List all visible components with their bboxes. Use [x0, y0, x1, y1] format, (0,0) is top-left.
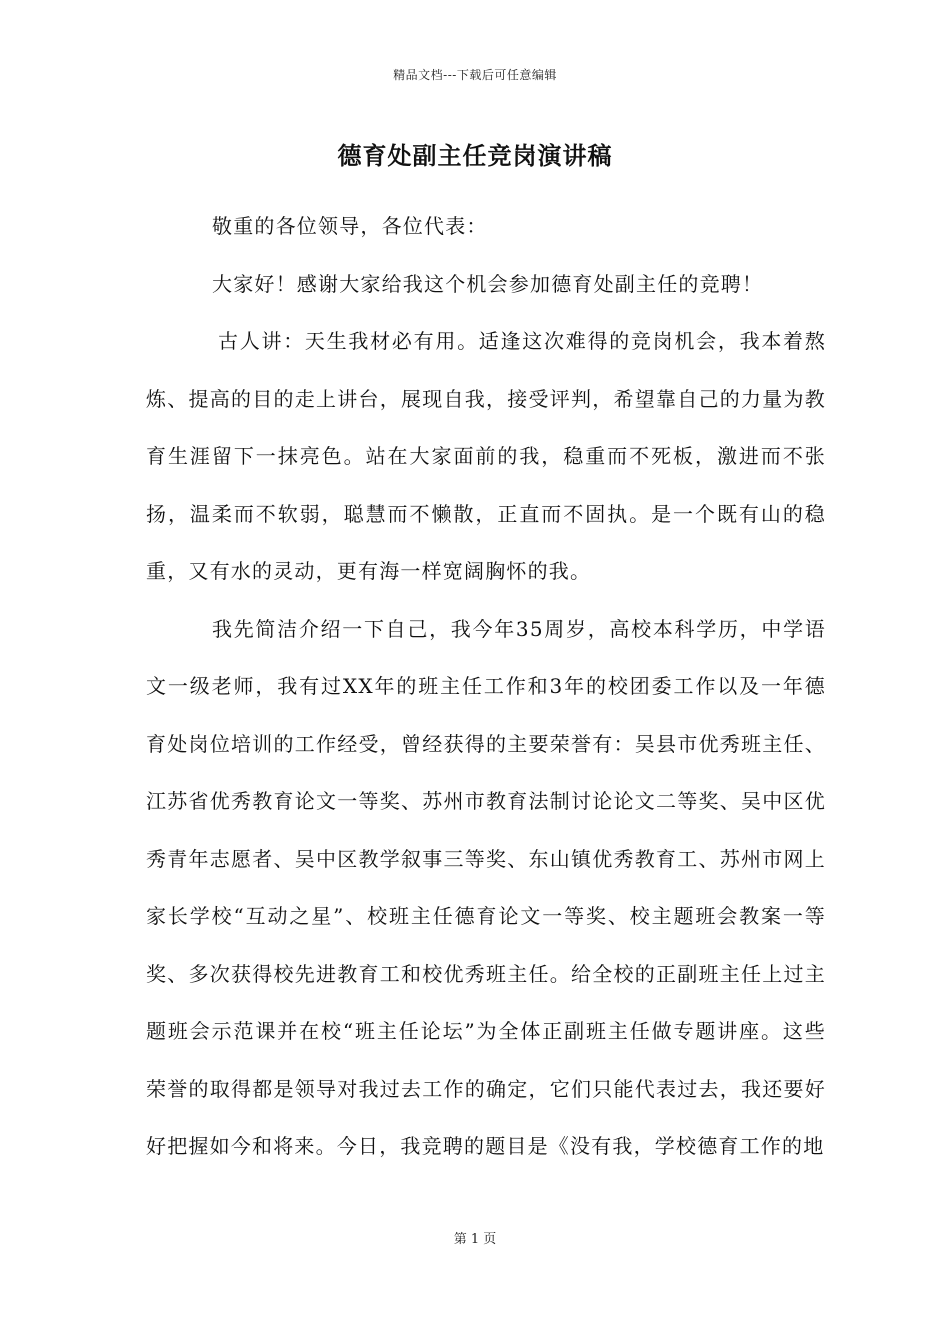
self-introduction-paragraph: 我先简洁介绍一下自己，我今年35周岁，高校本科学历，中学语文一级老师，我有过XX年的班主任工作和3年的校团委工作以及一年德育处岗位培训的工作经受，曾经获得的主要荣誉有：吴县市优秀班主任、江苏省优秀教育论文一等奖、苏州市教育法制讨论论文二等奖、吴中区优秀青年志愿者、吴中区教学叙事三等奖、东山镇优秀教育工、苏州市网上家长学校“互动之星”、校班主任德育论文一等奖、校主题班会教案一等奖、多次获得校先进教育工和校优秀班主任。给全校的正副班主任上过主题班会示范课并在校“班主任论坛”为全体正副班主任做专题讲座。这些荣誉的取得都是领导对我过去工作的确定，它们只能代表过去，我还要好好把握如今和将来。今日，我竞聘的题目是《没有我，学校德育工作的地: [146, 616, 826, 1158]
salutation-paragraph: 敬重的各位领导，各位代表：: [212, 214, 488, 238]
page-number: 第 1 页: [453, 1232, 497, 1247]
intro-paragraph: 古人讲：天生我材必有用。适逢这次难得的竞岗机会，我本着熬炼、提高的目的走上讲台，展现自我，接受评判，希望靠自己的力量为教育生涯留下一抹亮色。站在大家面前的我，稳重而不死板，激进而不张扬，温柔而不软弱，聪慧而不懒散，正直而不固执。是一个既有山的稳重，又有水的灵动，更有海一样宽阔胸怀的我。: [146, 329, 826, 583]
header-note: 精品文档---下载后可任意编辑: [393, 68, 557, 82]
document-title: 德育处副主任竞岗演讲稿: [337, 141, 613, 170]
greeting-paragraph: 大家好！感谢大家给我这个机会参加德育处副主任的竞聘！: [212, 271, 764, 296]
document-body: [146, 198, 826, 1176]
